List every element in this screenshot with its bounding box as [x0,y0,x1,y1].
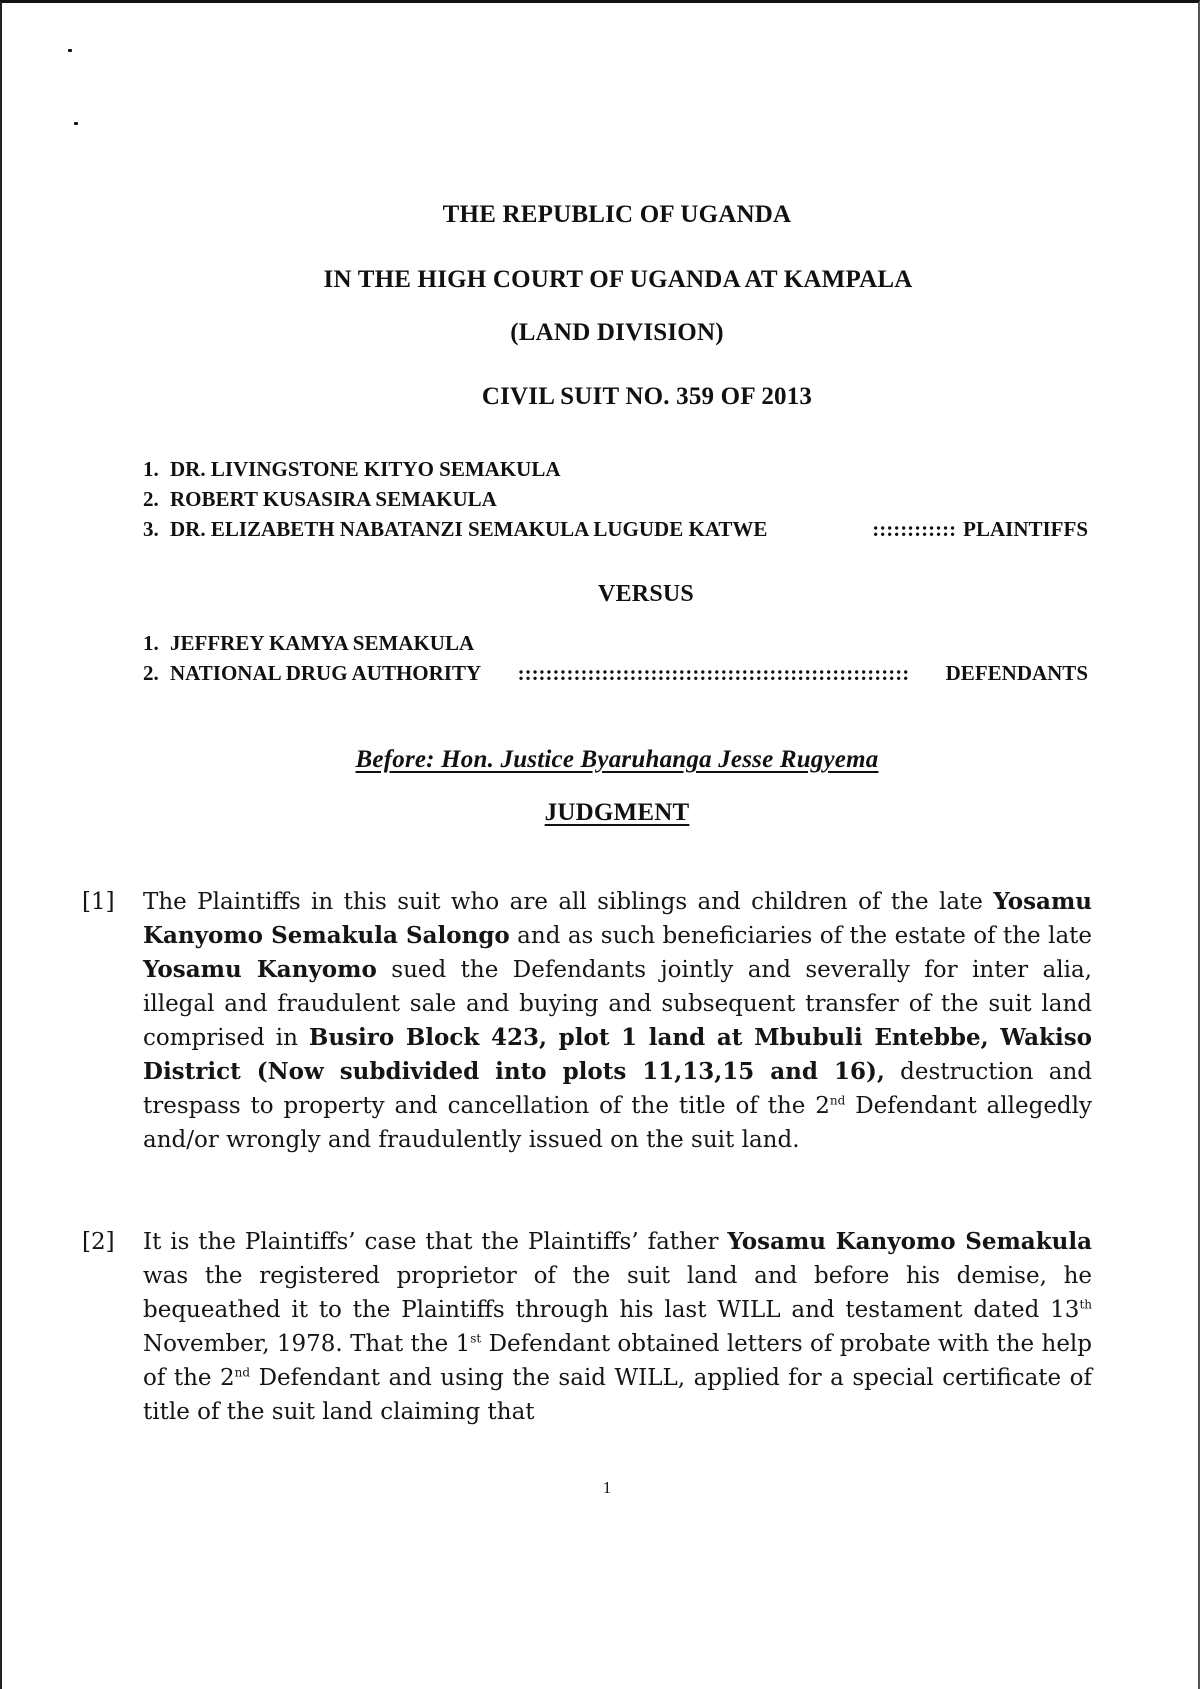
paragraph-body [143,885,1092,1157]
plaintiffs-role: PLAINTIFFS [963,517,1088,541]
page-number: 1 [602,1478,612,1497]
party-number: 2. [143,661,159,685]
party-name: ROBERT KUSASIRA SEMAKULA [170,487,497,511]
republic-heading: THE REPUBLIC OF UGANDA [442,201,792,228]
party-name: JEFFREY KAMYA SEMAKULA [170,631,475,655]
coram: Before: Hon. Justice Byaruhanga Jesse Rugyema [355,746,879,773]
text-run: November, 1978. That the 1 [143,1331,471,1357]
ordinal-suffix: nd [829,1093,846,1108]
court-heading: IN THE HIGH COURT OF UGANDA AT KAMPALA [323,266,913,293]
ordinal-suffix: st [470,1331,482,1346]
scan-speck [74,122,78,125]
party-name: DR. LIVINGSTONE KITYO SEMAKULA [170,457,561,481]
party-name: NATIONAL DRUG AUTHORITY [170,661,482,685]
text-run: Defendant allegedly and/or wrongly and fraudulently issued on the suit land. [143,1093,1093,1153]
bold-text-run: Yosamu Kanyomo Semakula Salongo [143,888,1092,949]
text-run: Defendant and using the said WILL, applied for a special certificate of title of the suit land claiming that [143,1365,1092,1425]
text-run: was the registered proprietor of the suit land and before his demise, he bequeathed it to the Plaintiffs through his last WILL and testament dated 13 [143,1263,1092,1323]
defendant-1 [143,631,1088,656]
text-run: It is the Plaintiffs’ case that the Plaintiffs’ father [143,1229,728,1255]
bold-text-run: Yosamu Kanyomo Semakula [727,1228,1092,1255]
ordinal-suffix: nd [234,1365,251,1380]
party-number: 3. [143,517,159,541]
text-run: Defendant obtained letters of probate with the help of the 2 [143,1331,1093,1391]
text-run: sued the Defendants jointly and severally for inter alia, illegal and fraudulent sale and buying and subsequent transfer of the suit land comprised in [143,957,1092,1051]
paragraph-marker: [1] [82,889,115,915]
text-run: destruction and trespass to property and cancellation of the title of the 2 [143,1059,1093,1119]
versus-heading: VERSUS [598,581,694,607]
party-number: 1. [143,457,159,481]
division-heading: (LAND DIVISION) [510,319,724,346]
party-number: 1. [143,631,159,655]
paragraph-marker: [2] [82,1229,115,1255]
defendants-role: DEFENDANTS [945,661,1088,685]
defendant-2 [143,661,1088,686]
separator-dots: :::::::::::::::::::::::::::::::::::::::::::::::::::::::: [517,661,910,685]
text-run: and as such beneficiaries of the estate of the late [509,923,1093,949]
party-number: 2. [143,487,159,511]
separator-dots: :::::::::::: [872,517,957,541]
paragraph-2 [82,1225,1092,1429]
paragraph-1 [82,885,1092,1157]
bold-text-run: Busiro Block 423, plot 1 land at Mbubuli Entebbe, Wakiso District (Now subdivided into plots 11,13,15 and 16), [143,1024,1092,1085]
plaintiff-2 [143,487,1088,512]
plaintiff-3 [143,517,1088,542]
party-name: DR. ELIZABETH NABATANZI SEMAKULA LUGUDE KATWE [170,517,768,541]
judgment-title: JUDGMENT [544,799,690,826]
text-run: The Plaintiffs in this suit who are all siblings and children of the late [143,889,994,915]
bold-text-run: Yosamu Kanyomo [143,956,377,983]
scan-speck [68,49,72,52]
suit-number: CIVIL SUIT NO. 359 OF 2013 [481,383,813,410]
ordinal-suffix: th [1079,1297,1092,1312]
paragraph-body [143,1225,1092,1429]
plaintiff-1 [143,457,1088,482]
